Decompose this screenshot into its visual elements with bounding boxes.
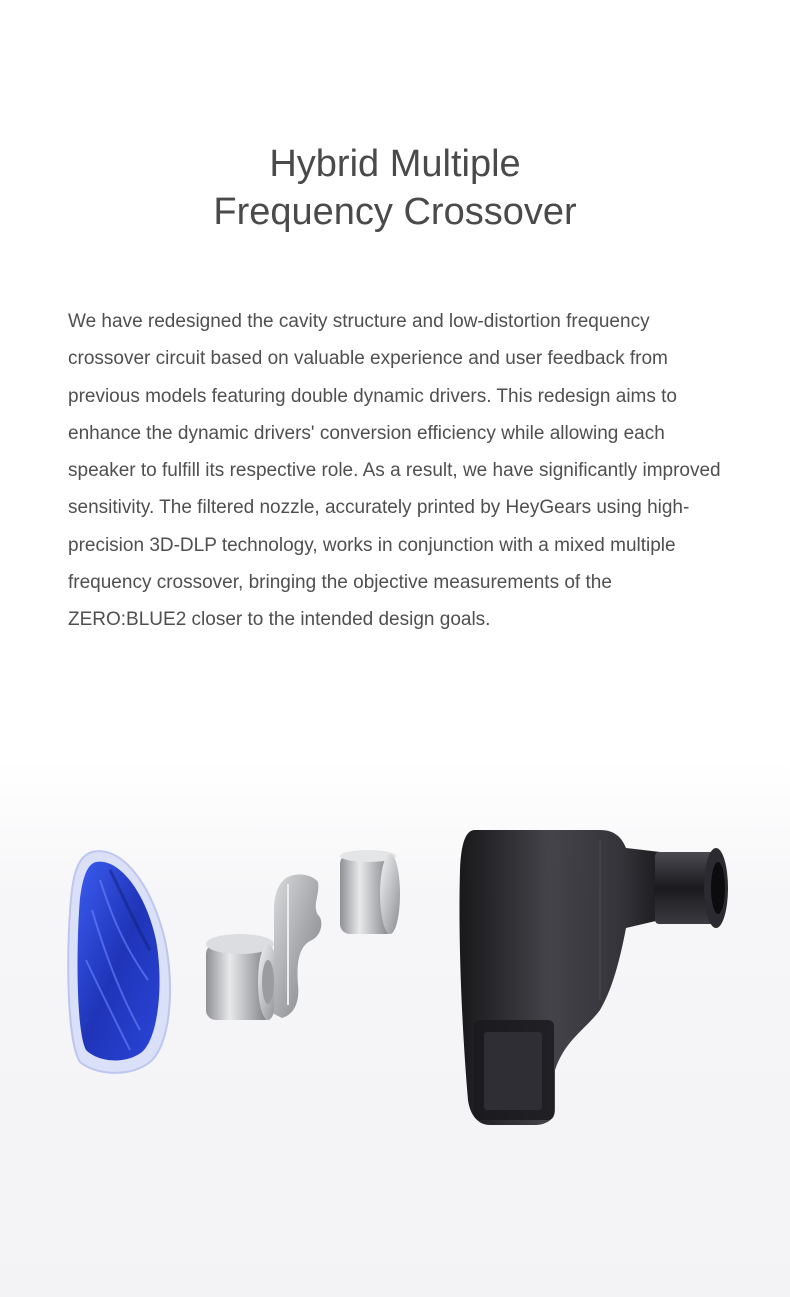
- headline-line-2: Frequency Crossover: [213, 191, 577, 233]
- small-driver-shape: [340, 850, 400, 934]
- headline-line-1: Hybrid Multiple: [269, 143, 521, 185]
- exploded-earphone-illustration: [0, 800, 790, 1160]
- headline: [0, 140, 790, 236]
- large-driver-shape: [206, 934, 278, 1020]
- faceplate-shape: [68, 851, 170, 1073]
- earphone-shell-shape: [459, 830, 660, 1125]
- description-paragraph: We have redesigned the cavity structure and low-distortion frequency crossover circuit based on valuable experience and user feedback from previous models featuring double dynamic drivers. This redesign aims to enhance the dynamic drivers' conversion efficiency while allowing each speaker to fulfill its respective role. As a result, we have significantly improved sensitivity. The filtered nozzle, accurately printed by HeyGears using high-precision 3D-DLP technology, works in conjunction with a mixed multiple frequency crossover, bringing the objective measurements of the ZERO:BLUE2 closer to the intended design goals.: [68, 311, 721, 631]
- crossover-plate-shape: [274, 875, 321, 1018]
- nozzle-shape: [655, 848, 728, 928]
